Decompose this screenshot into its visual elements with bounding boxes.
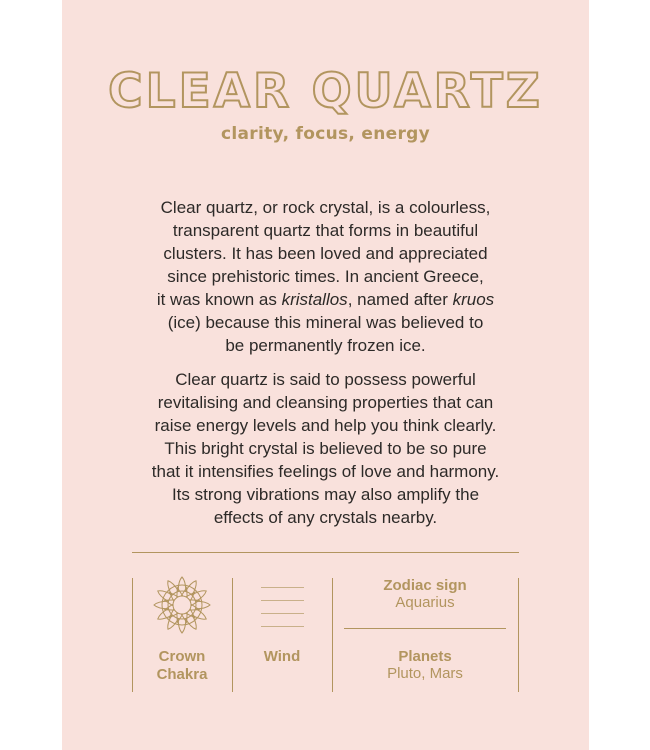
chakra-line-2: Chakra bbox=[156, 666, 208, 683]
italic-term-kruos: kruos bbox=[452, 290, 495, 309]
para2-line-3: raise energy levels and help you think clearly. bbox=[154, 416, 497, 435]
grid-border-right bbox=[518, 578, 519, 692]
crystal-card bbox=[62, 0, 589, 750]
crown-chakra-icon bbox=[152, 575, 212, 635]
para2-line-6: Its strong vibrations may also amplify the bbox=[171, 485, 480, 504]
planets-label: Planets bbox=[398, 648, 452, 665]
chakra-line-1: Crown bbox=[158, 648, 206, 665]
para1-line-7: be permanently frozen ice. bbox=[225, 336, 426, 355]
grid-divider-1 bbox=[232, 578, 233, 692]
zodiac-value: Aquarius bbox=[395, 594, 455, 611]
chakra-label bbox=[132, 648, 232, 684]
para1-line-4: since prehistoric times. In ancient Greece, bbox=[167, 267, 484, 286]
para1-line-2: transparent quartz that forms in beautiful bbox=[172, 221, 479, 240]
para1-line-3: clusters. It has been loved and appreciated bbox=[163, 244, 488, 263]
para2-line-2: revitalising and cleansing properties that can bbox=[157, 393, 494, 412]
description-paragraph-2 bbox=[132, 368, 519, 529]
section-divider bbox=[132, 552, 519, 553]
para2-line-4: This bright crystal is believed to be so pure bbox=[164, 439, 487, 458]
element-label: Wind bbox=[263, 648, 301, 665]
crystal-subtitle: clarity, focus, energy bbox=[221, 124, 430, 144]
italic-term-kristallos: kristallos bbox=[281, 290, 348, 309]
para2-line-7: effects of any crystals nearby. bbox=[213, 508, 438, 527]
planets-value: Pluto, Mars bbox=[387, 665, 463, 682]
para1-line-6: (ice) because this mineral was believed to bbox=[167, 313, 484, 332]
crystal-title: CLEAR QUARTZ bbox=[108, 64, 543, 119]
description-paragraph-1 bbox=[132, 196, 519, 357]
para1-line-1: Clear quartz, or rock crystal, is a colourless, bbox=[160, 198, 491, 217]
para1-line-5: it was known as kristallos, named after kruos bbox=[156, 290, 495, 309]
para2-line-1: Clear quartz is said to possess powerful bbox=[175, 370, 476, 389]
para2-line-5: that it intensifies feelings of love and harmony. bbox=[151, 462, 500, 481]
grid-inner-divider bbox=[344, 628, 506, 629]
zodiac-label: Zodiac sign bbox=[383, 577, 467, 594]
